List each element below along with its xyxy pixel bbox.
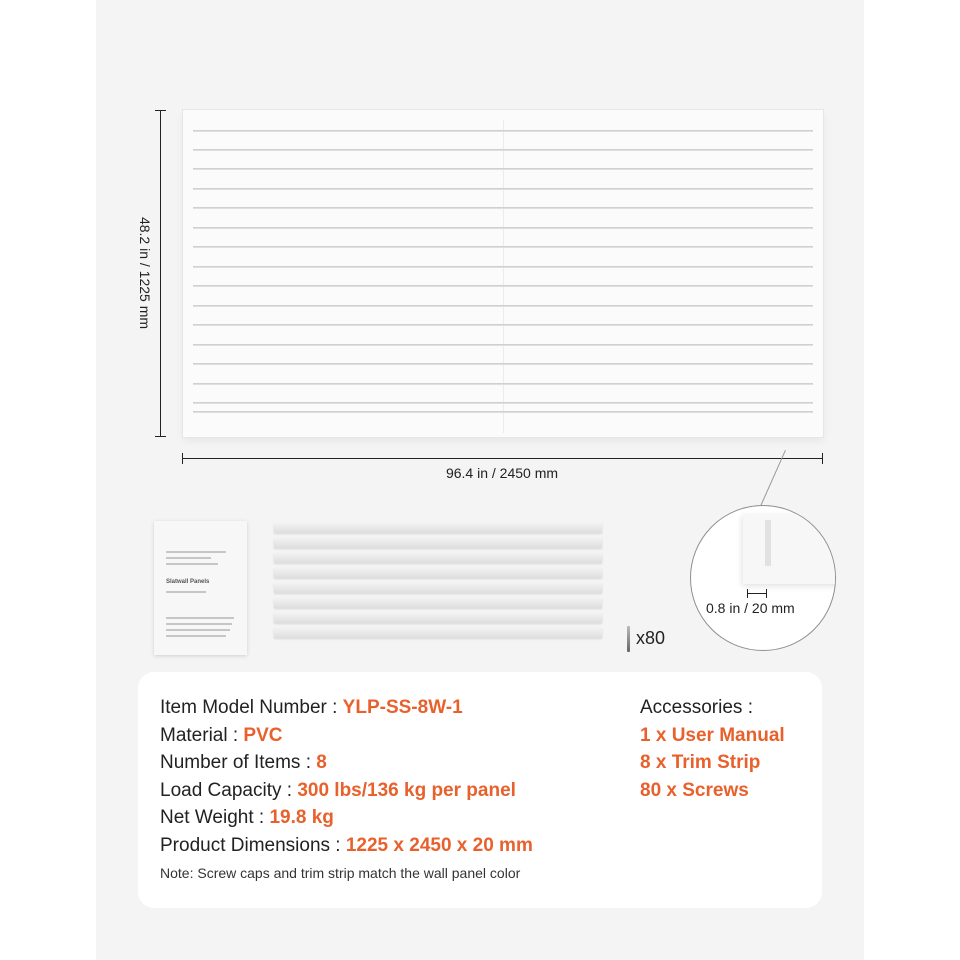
panel-slat xyxy=(193,266,813,268)
manual-text-line xyxy=(166,623,232,625)
trim-strip xyxy=(274,538,602,548)
screw-count: x80 xyxy=(636,628,666,648)
spec-label: Net Weight : xyxy=(160,807,270,828)
trim-strip xyxy=(274,583,602,593)
manual-text-line xyxy=(166,563,218,565)
panel-slat xyxy=(193,168,813,170)
manual-text-line xyxy=(166,629,230,631)
slatwall-panel-image xyxy=(183,110,823,437)
spec-value: 8 xyxy=(316,752,327,773)
manual-text-line xyxy=(166,635,226,637)
spec-row-net-weight xyxy=(160,804,533,832)
spec-row-model xyxy=(160,694,533,722)
color-note: Note: Screw caps and trim strip match the wall panel color xyxy=(160,865,521,881)
user-manual-image xyxy=(154,521,247,655)
screw-icon xyxy=(627,626,630,652)
spec-row-number-of-items xyxy=(160,749,533,777)
panel-slat xyxy=(193,227,813,229)
accessories-list xyxy=(640,694,785,804)
thickness-zoom-callout xyxy=(690,505,836,651)
panel-slat xyxy=(193,130,813,132)
panel-slat xyxy=(193,188,813,190)
manual-text-line xyxy=(166,557,211,559)
panel-slat xyxy=(193,363,813,365)
spec-label: Item Model Number : xyxy=(160,697,343,718)
accessory-item: 1 x User Manual xyxy=(640,724,785,746)
panel-slat xyxy=(193,383,813,385)
panel-slat xyxy=(193,411,813,413)
spec-label: Product Dimensions : xyxy=(160,834,346,856)
trim-strip xyxy=(274,568,602,578)
panel-seam xyxy=(503,120,504,433)
manual-text-line xyxy=(166,551,226,553)
height-dimension-line xyxy=(160,110,161,437)
accessories-title: Accessories : xyxy=(640,697,753,718)
spec-row-material xyxy=(160,722,533,750)
spec-value: 300 lbs/136 kg per panel xyxy=(297,779,516,801)
panel-slat xyxy=(193,246,813,248)
thickness-dimension-line xyxy=(747,593,767,594)
panel-slat xyxy=(193,324,813,326)
spec-card xyxy=(138,672,822,908)
accessory-item: 80 x Screws xyxy=(640,779,749,801)
spec-value: YLP-SS-8W-1 xyxy=(342,697,463,718)
spec-label: Number of Items : xyxy=(160,752,317,773)
panel-slat xyxy=(193,344,813,346)
manual-text-line xyxy=(166,591,206,593)
height-dimension-label: 48.2 in / 1225 mm xyxy=(137,216,153,330)
panel-edge-detail xyxy=(743,514,836,584)
thickness-dimension-label: 0.8 in / 20 mm xyxy=(706,600,795,616)
trim-strip xyxy=(274,628,602,638)
panel-slat xyxy=(193,305,813,307)
spec-label: Load Capacity : xyxy=(160,779,298,801)
width-dimension-label: 96.4 in / 2450 mm xyxy=(445,465,559,481)
manual-text-line xyxy=(166,617,234,619)
spec-row-load-capacity xyxy=(160,777,533,805)
spec-value: 19.8 kg xyxy=(269,807,334,828)
spec-row-dimensions xyxy=(160,832,533,860)
trim-strip xyxy=(274,613,602,623)
spec-list xyxy=(160,694,533,859)
spec-label: Material : xyxy=(160,724,244,746)
panel-slat xyxy=(193,149,813,151)
panel-slat xyxy=(193,285,813,287)
accessory-item: 8 x Trim Strip xyxy=(640,752,761,773)
panel-slat xyxy=(193,402,813,404)
panel-slat xyxy=(193,207,813,209)
trim-strip xyxy=(274,523,602,533)
panel-groove-detail xyxy=(765,520,771,566)
spec-value: 1225 x 2450 x 20 mm xyxy=(345,834,533,856)
spec-value: PVC xyxy=(243,724,283,746)
trim-strip xyxy=(274,553,602,563)
trim-strip xyxy=(274,598,602,608)
manual-title: Slatwall Panels xyxy=(166,579,210,585)
width-dimension-line xyxy=(182,458,823,459)
